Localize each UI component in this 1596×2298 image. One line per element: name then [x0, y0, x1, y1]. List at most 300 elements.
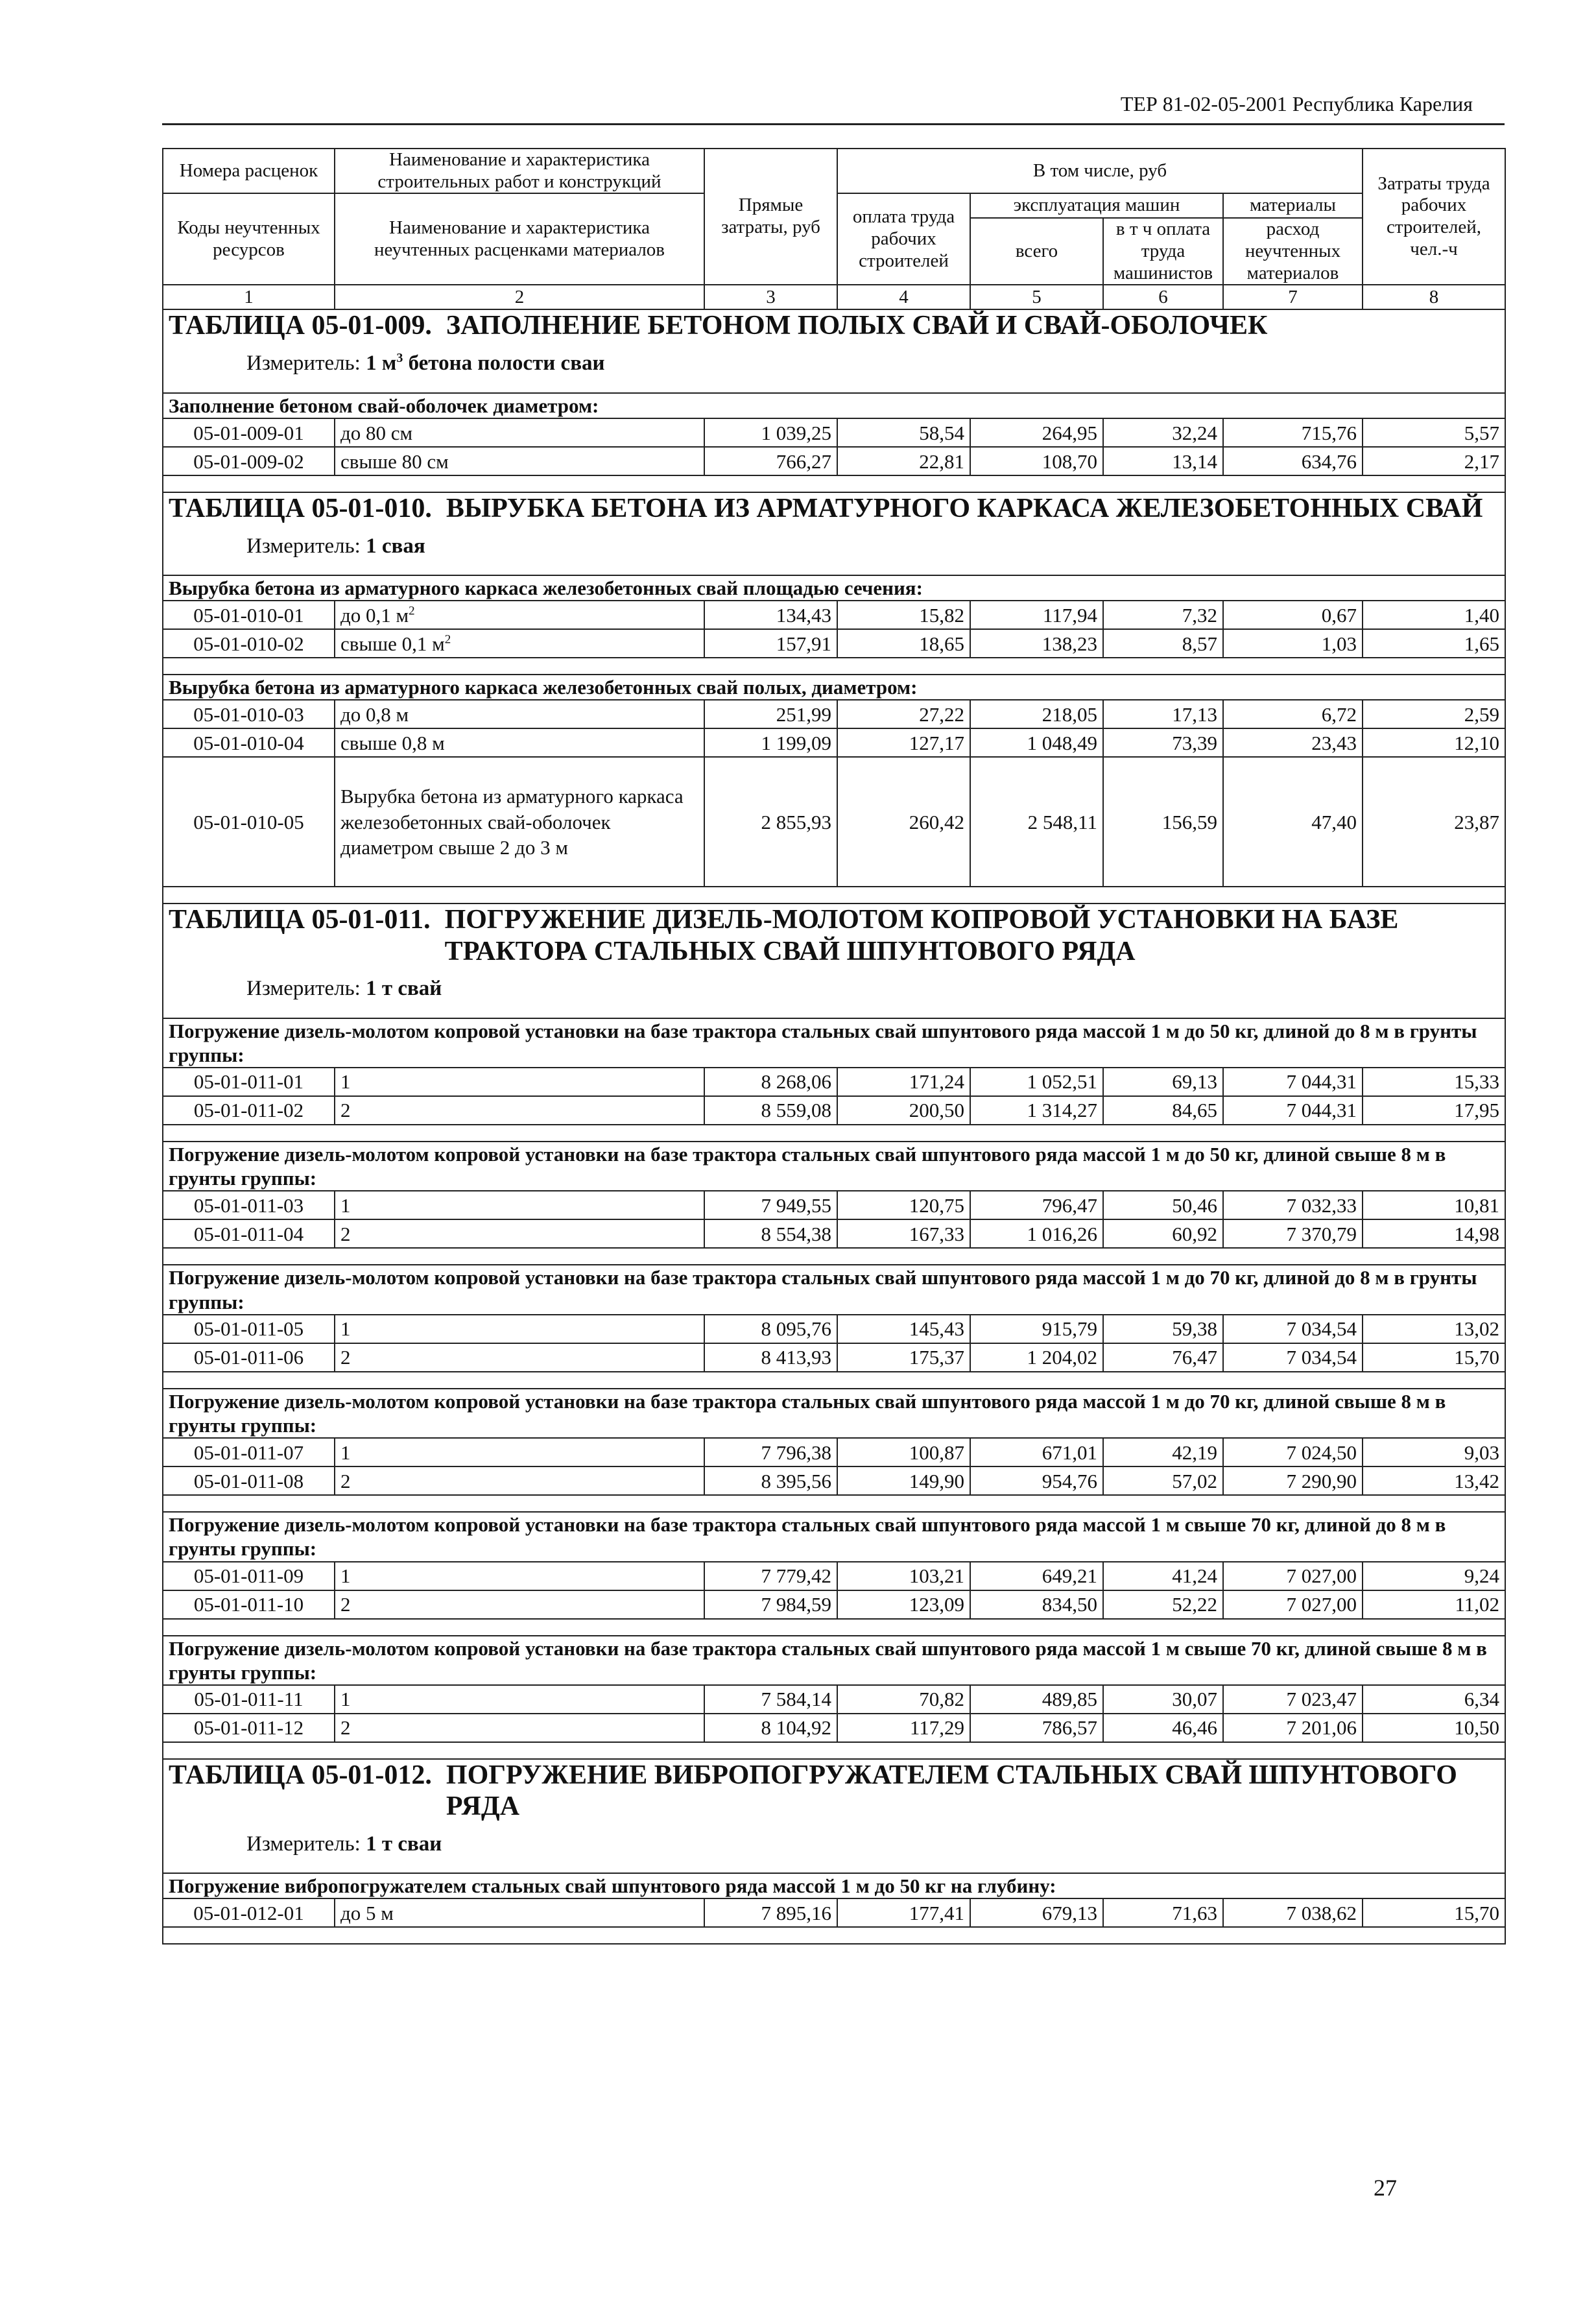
work-name [335, 1219, 704, 1248]
spacer-cell [163, 1742, 1505, 1759]
value-c8: 23,87 [1363, 757, 1505, 887]
measure-unit [246, 976, 1499, 1002]
table-row [163, 1068, 1505, 1096]
spacer-cell [163, 658, 1505, 675]
value-c6: 52,22 [1103, 1590, 1223, 1619]
col4-header: оплата труда рабочих строителей [837, 193, 970, 285]
work-name [335, 1343, 704, 1372]
value-c5: 264,95 [970, 418, 1103, 447]
value-c5: 1 016,26 [970, 1219, 1103, 1248]
col-number: 5 [970, 285, 1103, 309]
value-c6: 8,57 [1103, 629, 1223, 658]
group-spacer [163, 1125, 1505, 1142]
work-name-text: до 0,1 м [340, 603, 409, 627]
group-row [163, 675, 1505, 700]
rate-code: 05-01-011-03 [163, 1191, 335, 1219]
rates-table [162, 148, 1506, 1945]
measure-label: Измеритель: [246, 1832, 361, 1856]
col2-bottom-header: Наименование и характеристика неучтенных расценками материалов [335, 193, 704, 285]
group-title: Вырубка бетона из арматурного каркаса железобетонных свай площадью сечения: [163, 575, 1505, 601]
rate-code: 05-01-011-06 [163, 1343, 335, 1372]
measure-label: Измеритель: [246, 977, 361, 1001]
header-row-1 [163, 149, 1505, 193]
value-c6: 57,02 [1103, 1466, 1223, 1495]
value-c4: 18,65 [837, 629, 970, 658]
work-name [335, 700, 704, 728]
column-numbers-row [163, 285, 1505, 309]
work-name [335, 629, 704, 658]
value-c7: 7 038,62 [1223, 1898, 1363, 1927]
section-label: ТАБЛИЦА 05-01-010. [169, 494, 432, 524]
value-c3: 8 104,92 [704, 1714, 837, 1742]
spacer-cell [163, 1248, 1505, 1265]
section-label: ТАБЛИЦА 05-01-012. [169, 1760, 432, 1790]
col-number: 2 [335, 285, 704, 309]
work-name [335, 1590, 704, 1619]
value-c4: 200,50 [837, 1096, 970, 1125]
value-c7: 7 027,00 [1223, 1590, 1363, 1619]
value-c7: 7 034,54 [1223, 1343, 1363, 1372]
value-c8: 17,95 [1363, 1096, 1505, 1125]
group-spacer [163, 1248, 1505, 1265]
value-c6: 59,38 [1103, 1315, 1223, 1343]
section-header-cell [163, 492, 1505, 575]
value-c4: 127,17 [837, 728, 970, 757]
work-name-text: до 80 см [340, 421, 413, 444]
measure-value-text: 1 свая [366, 534, 425, 558]
value-c8: 2,17 [1363, 447, 1505, 475]
work-name-text: Вырубка бетона из арматурного каркаса железобетонных свай-оболочек диаметром свыше 2 до 3 м [340, 784, 684, 859]
value-c4: 22,81 [837, 447, 970, 475]
value-c3: 157,91 [704, 629, 837, 658]
work-name [335, 1315, 704, 1343]
table-row [163, 447, 1505, 475]
value-c4: 167,33 [837, 1219, 970, 1248]
value-c4: 100,87 [837, 1438, 970, 1466]
value-c5: 796,47 [970, 1191, 1103, 1219]
value-c5: 138,23 [970, 629, 1103, 658]
spacer-cell [163, 887, 1505, 904]
section-name: ЗАПОЛНЕНИЕ БЕТОНОМ ПОЛЫХ СВАЙ И СВАЙ-ОБОЛОЧЕК [446, 311, 1268, 341]
header-rule [162, 123, 1505, 125]
value-c8: 15,70 [1363, 1898, 1505, 1927]
value-c4: 120,75 [837, 1191, 970, 1219]
group-row [163, 1512, 1505, 1561]
spacer-cell [163, 1619, 1505, 1636]
value-c4: 171,24 [837, 1068, 970, 1096]
value-c3: 8 413,93 [704, 1343, 837, 1372]
work-name-text: 2 [340, 1592, 351, 1616]
value-c7: 7 032,33 [1223, 1191, 1363, 1219]
value-c8: 1,65 [1363, 629, 1505, 658]
value-c3: 8 559,08 [704, 1096, 837, 1125]
value-c6: 71,63 [1103, 1898, 1223, 1927]
rate-code: 05-01-010-01 [163, 601, 335, 629]
group-row [163, 393, 1505, 418]
page-number: 27 [1374, 2175, 1397, 2201]
group-row [163, 1142, 1505, 1191]
col2-top-header: Наименование и характеристика строительных работ и конструкций [335, 149, 704, 193]
col6-header: в т ч оплата труда машинистов [1103, 218, 1223, 285]
group-spacer [163, 1372, 1505, 1389]
value-c8: 12,10 [1363, 728, 1505, 757]
section-title [169, 493, 1499, 524]
value-c6: 30,07 [1103, 1685, 1223, 1714]
rate-code: 05-01-011-01 [163, 1068, 335, 1096]
value-c7: 7 024,50 [1223, 1438, 1363, 1466]
value-c3: 7 584,14 [704, 1685, 837, 1714]
value-c5: 671,01 [970, 1438, 1103, 1466]
value-c3: 7 895,16 [704, 1898, 837, 1927]
work-name [335, 1438, 704, 1466]
work-name-text: свыше 0,8 м [340, 731, 445, 754]
value-c3: 766,27 [704, 447, 837, 475]
rate-code: 05-01-011-04 [163, 1219, 335, 1248]
measure-value [366, 352, 604, 375]
group-title: Погружение дизель-молотом копровой установки на базе трактора стальных свай шпунтового ряда массой 1 м до 70 кг, длиной до 8 м в грунты группы: [163, 1265, 1505, 1314]
group-title: Погружение дизель-молотом копровой установки на базе трактора стальных свай шпунтового ряда массой 1 м свыше 70 кг, длиной до 8 м в грунты группы: [163, 1512, 1505, 1561]
col-number: 3 [704, 285, 837, 309]
rate-code: 05-01-011-05 [163, 1315, 335, 1343]
value-c7: 0,67 [1223, 601, 1363, 629]
measure-unit [246, 1832, 1499, 1858]
work-name-text: 2 [340, 1222, 351, 1245]
section-header-cell [163, 1759, 1505, 1873]
work-name [335, 728, 704, 757]
group-spacer [163, 1742, 1505, 1759]
rate-code: 05-01-009-01 [163, 418, 335, 447]
rate-code: 05-01-011-08 [163, 1466, 335, 1495]
unit-superscript: 2 [444, 632, 451, 647]
table-row [163, 601, 1505, 629]
value-c3: 7 779,42 [704, 1562, 837, 1590]
work-name [335, 1714, 704, 1742]
table-row [163, 700, 1505, 728]
value-c8: 15,70 [1363, 1343, 1505, 1372]
table-row [163, 1438, 1505, 1466]
value-c8: 5,57 [1363, 418, 1505, 447]
measure-label: Измеритель: [246, 352, 361, 376]
page-header: ТЕР 81-02-05-2001 Республика Карелия [1120, 92, 1473, 115]
section-header-cell [163, 904, 1505, 1018]
value-c7: 7 044,31 [1223, 1096, 1363, 1125]
group-spacer [163, 1619, 1505, 1636]
group-title: Погружение вибропогружателем стальных свай шпунтового ряда массой 1 м до 50 кг на глубину: [163, 1873, 1505, 1898]
table-row [163, 1191, 1505, 1219]
group-row [163, 1018, 1505, 1068]
value-c7: 7 044,31 [1223, 1068, 1363, 1096]
col1-bottom-header: Коды неучтенных ресурсов [163, 193, 335, 285]
work-name [335, 1562, 704, 1590]
work-name [335, 1068, 704, 1096]
value-c3: 134,43 [704, 601, 837, 629]
measure-value-text: 1 т свай [366, 977, 442, 1001]
table-row [163, 1096, 1505, 1125]
work-name-text: 2 [340, 1716, 351, 1740]
value-c4: 145,43 [837, 1315, 970, 1343]
value-c5: 679,13 [970, 1898, 1103, 1927]
value-c4: 260,42 [837, 757, 970, 887]
work-name [335, 757, 704, 887]
group-title: Вырубка бетона из арматурного каркаса железобетонных свай полых, диаметром: [163, 675, 1505, 700]
group-title: Погружение дизель-молотом копровой установки на базе трактора стальных свай шпунтового ряда массой 1 м до 50 кг, длиной свыше 8 м в грунты группы: [163, 1142, 1505, 1191]
section-title [169, 904, 1499, 967]
value-c7: 7 027,00 [1223, 1562, 1363, 1590]
measure-value [366, 977, 442, 1000]
materials-header: материалы [1223, 193, 1363, 218]
group-row [163, 1389, 1505, 1438]
value-c3: 7 984,59 [704, 1590, 837, 1619]
work-name [335, 1466, 704, 1495]
table-section [163, 309, 1505, 393]
measure-rest: бетона полости сваи [403, 352, 605, 376]
rate-code: 05-01-009-02 [163, 447, 335, 475]
work-name [335, 1191, 704, 1219]
table-section [163, 492, 1505, 575]
value-c5: 834,50 [970, 1590, 1103, 1619]
value-c7: 715,76 [1223, 418, 1363, 447]
value-c6: 84,65 [1103, 1096, 1223, 1125]
value-c5: 117,94 [970, 601, 1103, 629]
group-spacer [163, 475, 1505, 492]
work-name-text: свыше 0,1 м [340, 632, 445, 655]
table-row [163, 1898, 1505, 1927]
measure-label: Измеритель: [246, 534, 361, 558]
value-c7: 7 370,79 [1223, 1219, 1363, 1248]
work-name-text: до 5 м [340, 1901, 394, 1924]
value-c6: 32,24 [1103, 418, 1223, 447]
table-row [163, 1685, 1505, 1714]
table-row [163, 1466, 1505, 1495]
value-c4: 70,82 [837, 1685, 970, 1714]
value-c8: 11,02 [1363, 1590, 1505, 1619]
rate-code: 05-01-010-04 [163, 728, 335, 757]
table-section [163, 904, 1505, 1018]
spacer-cell [163, 1495, 1505, 1512]
group-spacer [163, 1927, 1505, 1944]
measure-sup: 3 [396, 351, 403, 366]
value-c7: 47,40 [1223, 757, 1363, 887]
table-section [163, 1759, 1505, 1873]
section-label: ТАБЛИЦА 05-01-011. [169, 905, 431, 935]
value-c6: 13,14 [1103, 447, 1223, 475]
col7-header: расход неучтенных материалов [1223, 218, 1363, 285]
work-name-text: 1 [340, 1688, 351, 1711]
value-c5: 2 548,11 [970, 757, 1103, 887]
value-c3: 1 039,25 [704, 418, 837, 447]
group-title: Заполнение бетоном свай-оболочек диаметром: [163, 393, 1505, 418]
spacer-cell [163, 1372, 1505, 1389]
group-spacer [163, 1495, 1505, 1512]
value-c3: 7 796,38 [704, 1438, 837, 1466]
work-name-text: до 0,8 м [340, 702, 409, 726]
value-c6: 156,59 [1103, 757, 1223, 887]
section-header-cell [163, 309, 1505, 393]
value-c8: 2,59 [1363, 700, 1505, 728]
col-number: 8 [1363, 285, 1505, 309]
value-c6: 41,24 [1103, 1562, 1223, 1590]
table-row [163, 757, 1505, 887]
rate-code: 05-01-011-02 [163, 1096, 335, 1125]
table-row [163, 418, 1505, 447]
group-row [163, 1265, 1505, 1314]
value-c8: 9,03 [1363, 1438, 1505, 1466]
value-c8: 13,02 [1363, 1315, 1505, 1343]
work-name-text: 1 [340, 1193, 351, 1217]
value-c4: 175,37 [837, 1343, 970, 1372]
value-c6: 60,92 [1103, 1219, 1223, 1248]
section-label: ТАБЛИЦА 05-01-009. [169, 311, 432, 341]
col5-header: всего [970, 218, 1103, 285]
value-c7: 7 290,90 [1223, 1466, 1363, 1495]
value-c3: 8 395,56 [704, 1466, 837, 1495]
work-name [335, 601, 704, 629]
table-row [163, 1590, 1505, 1619]
section-title [169, 1760, 1499, 1823]
spacer-cell [163, 1927, 1505, 1944]
group-title: Погружение дизель-молотом копровой установки на базе трактора стальных свай шпунтового ряда массой 1 м до 70 кг, длиной свыше 8 м в грунты группы: [163, 1389, 1505, 1438]
group-row [163, 1636, 1505, 1685]
col-number: 1 [163, 285, 335, 309]
value-c5: 786,57 [970, 1714, 1103, 1742]
table-row [163, 1219, 1505, 1248]
table-row [163, 1343, 1505, 1372]
col-number: 7 [1223, 285, 1363, 309]
group-spacer [163, 658, 1505, 675]
work-name [335, 1685, 704, 1714]
value-c4: 177,41 [837, 1898, 970, 1927]
value-c5: 489,85 [970, 1685, 1103, 1714]
value-c4: 117,29 [837, 1714, 970, 1742]
group-title: Погружение дизель-молотом копровой установки на базе трактора стальных свай шпунтового ряда массой 1 м свыше 70 кг, длиной свыше 8 м в грунты группы: [163, 1636, 1505, 1685]
value-c3: 1 199,09 [704, 728, 837, 757]
value-c4: 15,82 [837, 601, 970, 629]
value-c5: 915,79 [970, 1315, 1103, 1343]
group-row [163, 575, 1505, 601]
rate-code: 05-01-011-07 [163, 1438, 335, 1466]
section-title [169, 310, 1499, 341]
rates-table-wrapper [162, 148, 1505, 1945]
value-c6: 7,32 [1103, 601, 1223, 629]
rate-code: 05-01-011-11 [163, 1685, 335, 1714]
value-c6: 69,13 [1103, 1068, 1223, 1096]
machines-header: эксплуатация машин [970, 193, 1223, 218]
value-c7: 7 023,47 [1223, 1685, 1363, 1714]
measure-unit [246, 350, 1499, 377]
work-name-text: 1 [340, 1564, 351, 1587]
unit-superscript: 2 [409, 604, 415, 618]
rate-code: 05-01-010-02 [163, 629, 335, 658]
section-name: ПОГРУЖЕНИЕ ДИЗЕЛЬ-МОЛОТОМ КОПРОВОЙ УСТАНОВКИ НА БАЗЕ ТРАКТОРА СТАЛЬНЫХ СВАЙ ШПУНТОВОГО РЯДА [444, 905, 1399, 966]
value-c4: 27,22 [837, 700, 970, 728]
rate-code: 05-01-010-03 [163, 700, 335, 728]
work-name [335, 1096, 704, 1125]
value-c4: 103,21 [837, 1562, 970, 1590]
value-c4: 149,90 [837, 1466, 970, 1495]
rate-code: 05-01-012-01 [163, 1898, 335, 1927]
work-name-text: свыше 80 см [340, 449, 449, 473]
measure-value [366, 534, 425, 558]
value-c7: 7 034,54 [1223, 1315, 1363, 1343]
value-c3: 251,99 [704, 700, 837, 728]
table-row [163, 629, 1505, 658]
work-name-text: 2 [340, 1346, 351, 1369]
table-row [163, 1562, 1505, 1590]
value-c3: 8 554,38 [704, 1219, 837, 1248]
col1-top-header: Номера расценок [163, 149, 335, 193]
value-c8: 10,50 [1363, 1714, 1505, 1742]
value-c3: 7 949,55 [704, 1191, 837, 1219]
value-c4: 58,54 [837, 418, 970, 447]
value-c5: 218,05 [970, 700, 1103, 728]
table-row [163, 1315, 1505, 1343]
measure-value-text: 1 т сваи [366, 1832, 442, 1856]
value-c6: 73,39 [1103, 728, 1223, 757]
value-c5: 1 204,02 [970, 1343, 1103, 1372]
value-c7: 634,76 [1223, 447, 1363, 475]
rate-code: 05-01-011-10 [163, 1590, 335, 1619]
section-name: ПОГРУЖЕНИЕ ВИБРОПОГРУЖАТЕЛЕМ СТАЛЬНЫХ СВАЙ ШПУНТОВОГО РЯДА [446, 1760, 1457, 1822]
measure-value-text: 1 м [366, 352, 397, 376]
value-c6: 50,46 [1103, 1191, 1223, 1219]
work-name-text: 1 [340, 1441, 351, 1464]
value-c8: 15,33 [1363, 1068, 1505, 1096]
col3-header: Прямые затраты, руб [704, 149, 837, 285]
value-c5: 1 052,51 [970, 1068, 1103, 1096]
work-name-text: 2 [340, 1099, 351, 1122]
measure-unit [246, 534, 1499, 560]
section-name: ВЫРУБКА БЕТОНА ИЗ АРМАТУРНОГО КАРКАСА ЖЕЛЕЗОБЕТОННЫХ СВАЙ [446, 494, 1483, 524]
value-c8: 10,81 [1363, 1191, 1505, 1219]
col-number: 4 [837, 285, 970, 309]
value-c8: 14,98 [1363, 1219, 1505, 1248]
value-c8: 13,42 [1363, 1466, 1505, 1495]
value-c4: 123,09 [837, 1590, 970, 1619]
value-c8: 6,34 [1363, 1685, 1505, 1714]
value-c6: 42,19 [1103, 1438, 1223, 1466]
value-c7: 6,72 [1223, 700, 1363, 728]
value-c6: 76,47 [1103, 1343, 1223, 1372]
rate-code: 05-01-011-09 [163, 1562, 335, 1590]
rate-code: 05-01-011-12 [163, 1714, 335, 1742]
group-row [163, 1873, 1505, 1898]
work-name [335, 1898, 704, 1927]
value-c3: 2 855,93 [704, 757, 837, 887]
work-name-text: 1 [340, 1317, 351, 1341]
value-c5: 1 314,27 [970, 1096, 1103, 1125]
value-c7: 23,43 [1223, 728, 1363, 757]
table-row [163, 728, 1505, 757]
work-name-text: 1 [340, 1070, 351, 1094]
col-number: 6 [1103, 285, 1223, 309]
value-c8: 9,24 [1363, 1562, 1505, 1590]
value-c8: 1,40 [1363, 601, 1505, 629]
value-c6: 46,46 [1103, 1714, 1223, 1742]
value-c5: 649,21 [970, 1562, 1103, 1590]
value-c5: 954,76 [970, 1466, 1103, 1495]
measure-value [366, 1832, 442, 1856]
work-name-text: 2 [340, 1469, 351, 1492]
table-row [163, 1714, 1505, 1742]
col8-header: Затраты труда рабочих строителей, чел.-ч [1363, 149, 1505, 285]
work-name [335, 418, 704, 447]
value-c3: 8 095,76 [704, 1315, 837, 1343]
group-title: Погружение дизель-молотом копровой установки на базе трактора стальных свай шпунтового ряда массой 1 м до 50 кг, длиной до 8 м в грунты группы: [163, 1018, 1505, 1068]
value-c3: 8 268,06 [704, 1068, 837, 1096]
spacer-cell [163, 1125, 1505, 1142]
group-header: В том числе, руб [837, 149, 1363, 193]
rate-code: 05-01-010-05 [163, 757, 335, 887]
